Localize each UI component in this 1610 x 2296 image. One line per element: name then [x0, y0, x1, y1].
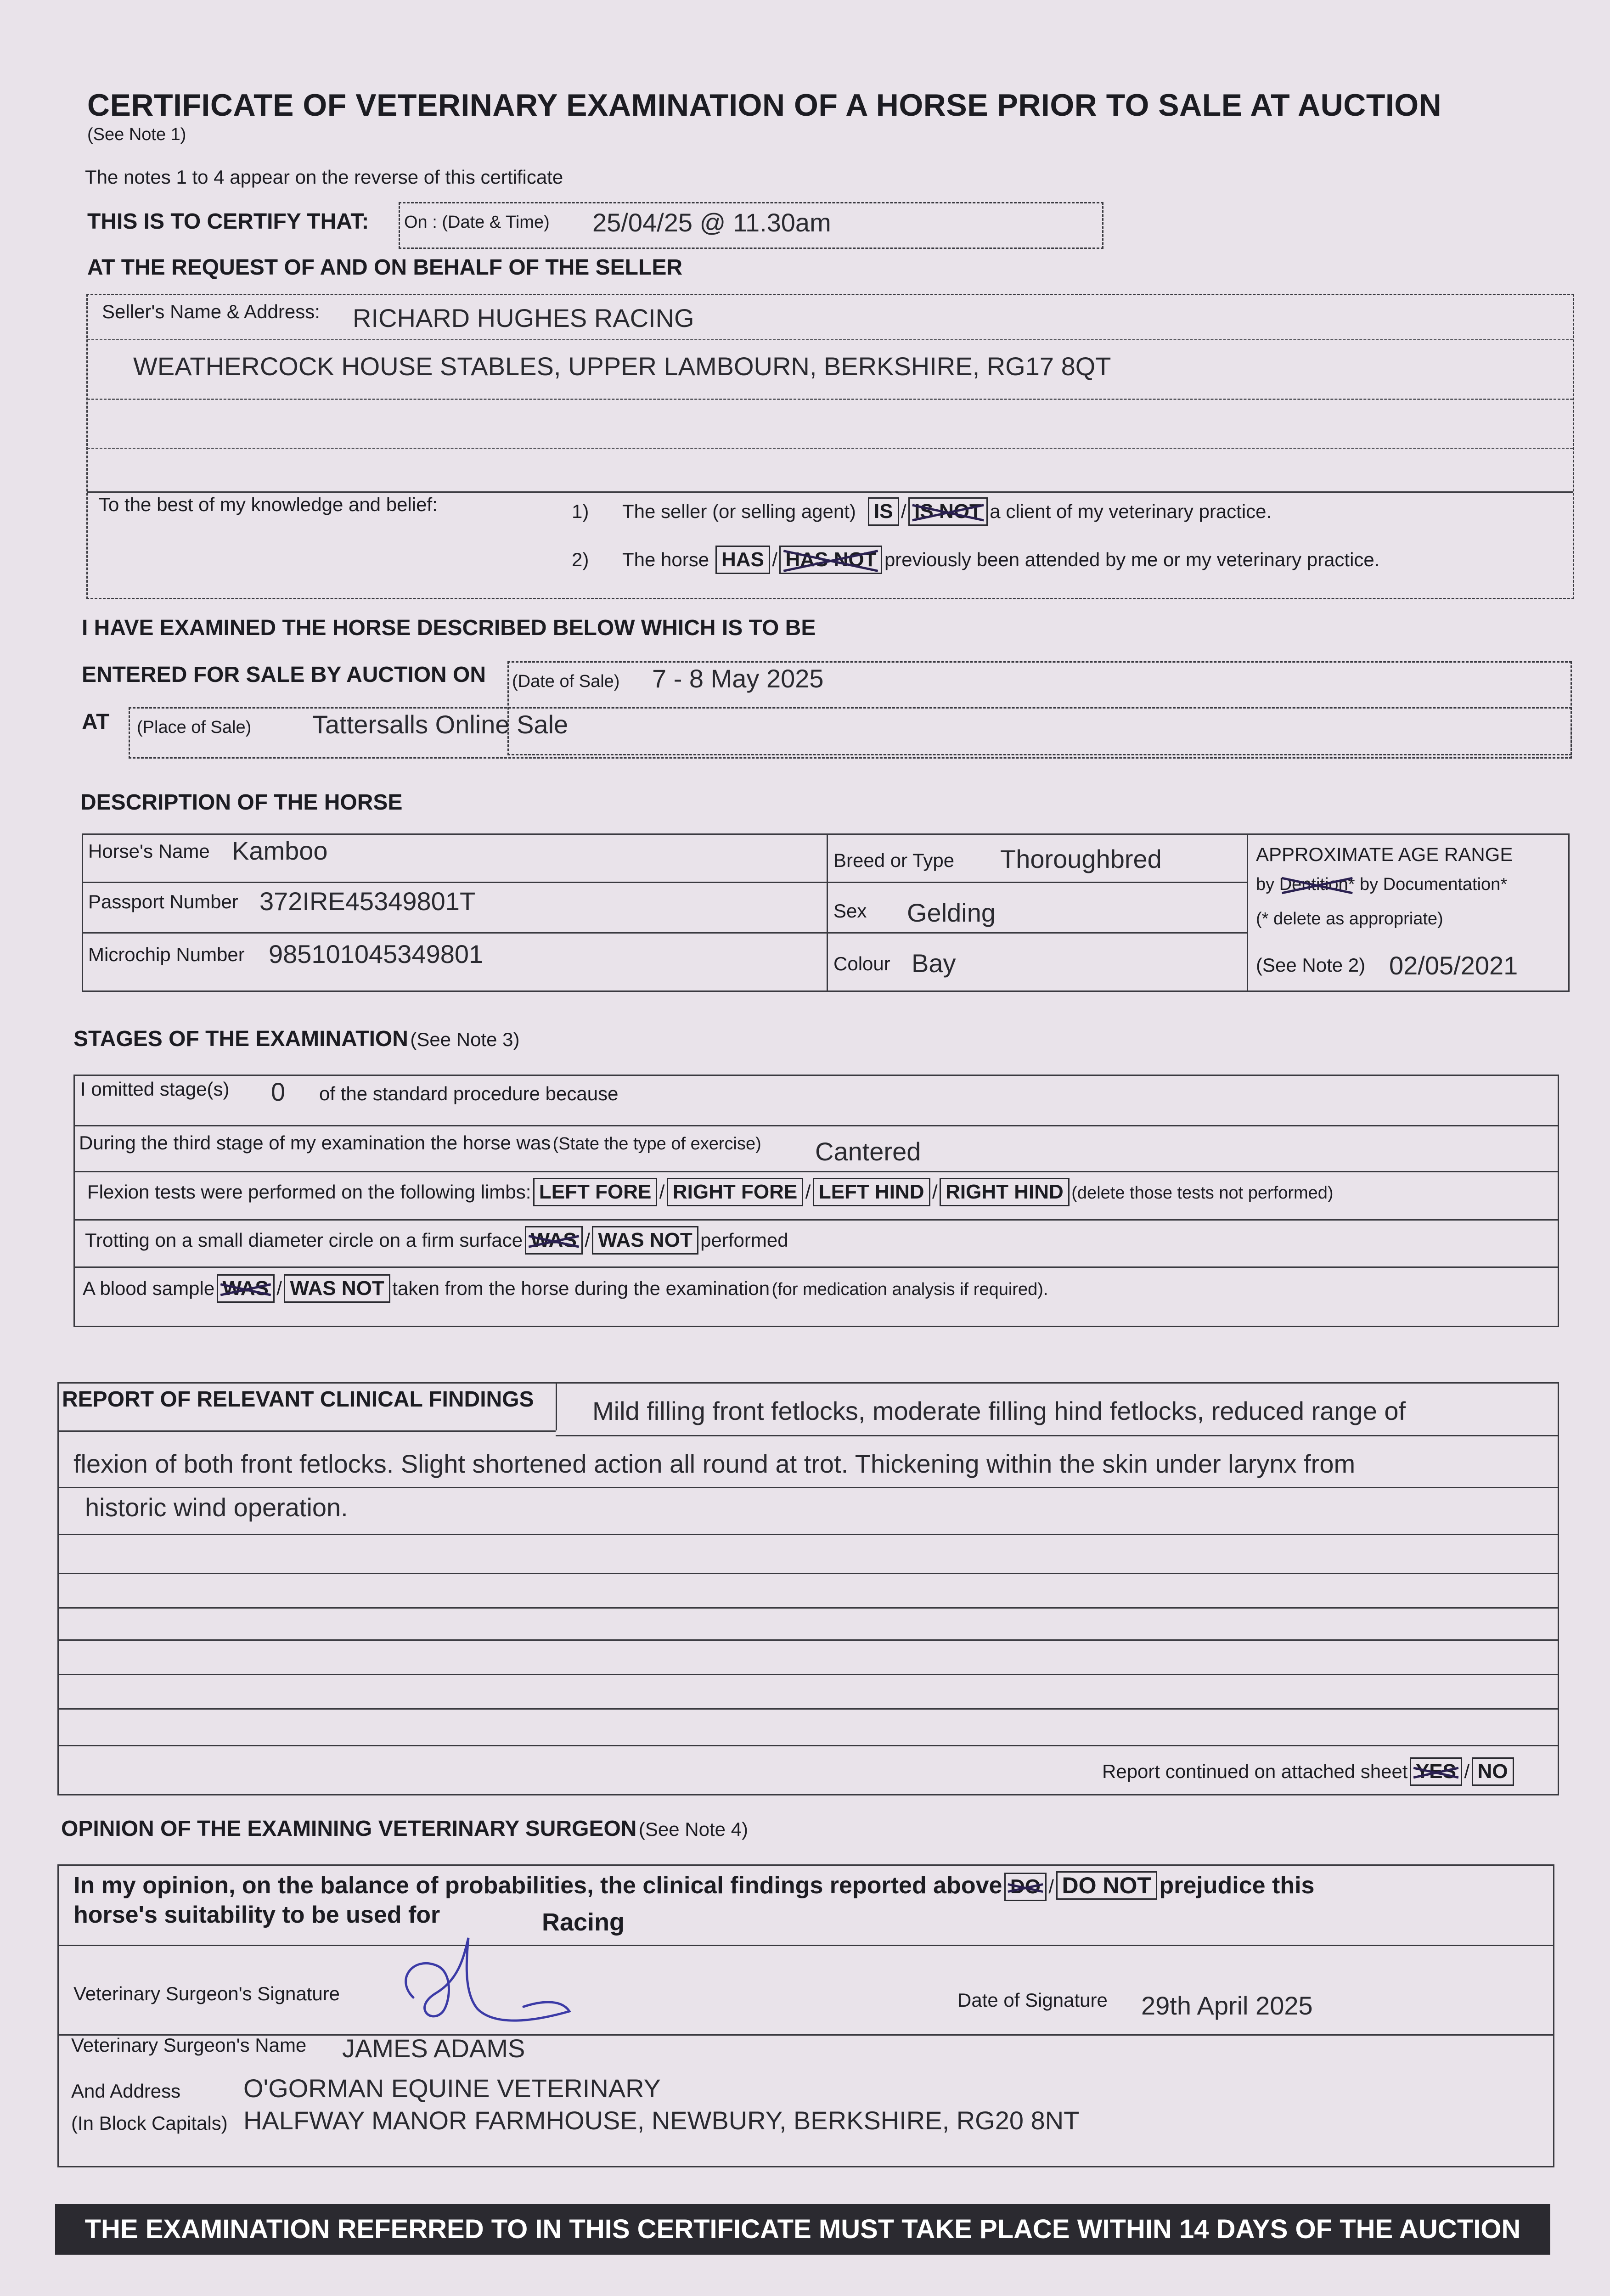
place-of-sale-label: (Place of Sale) — [137, 718, 252, 737]
item2-num: 2) — [572, 549, 589, 570]
blood-note: (for medication analysis if required). — [771, 1280, 1048, 1299]
breed-label: Breed or Type — [833, 850, 955, 871]
blood-was-not-option[interactable]: WAS NOT — [284, 1274, 390, 1303]
item2-pre: The horse — [622, 549, 709, 570]
flexion-note: (delete those tests not performed) — [1071, 1183, 1334, 1203]
trot-post: performed — [700, 1229, 788, 1251]
opinion-do-option[interactable]: DO — [1004, 1873, 1047, 1901]
seller-name-label: Seller's Name & Address: — [102, 301, 320, 322]
knowledge-label: To the best of my knowledge and belief: — [99, 494, 438, 515]
blood-was-option[interactable]: WAS — [217, 1274, 275, 1303]
report-line-2: flexion of both front fetlocks. Slight shortened action all round at trot. Thickening within the skin under larynx from — [73, 1449, 1356, 1478]
at-label: AT — [82, 710, 110, 734]
item2-options: HAS / HAS NOT previously been attended by me or my veterinary practice. — [715, 546, 1379, 574]
opinion-use: Racing — [542, 1908, 625, 1936]
examined-label: I HAVE EXAMINED THE HORSE DESCRIBED BELOW WHICH IS TO BE — [82, 616, 816, 640]
item1-num: 1) — [572, 501, 589, 522]
report-line-3: historic wind operation. — [85, 1493, 348, 1522]
microchip-number: 985101045349801 — [269, 940, 484, 968]
limb-left-hind[interactable]: LEFT HIND — [813, 1178, 930, 1206]
opinion-text-line-2: horse's suitability to be used for — [73, 1902, 440, 1928]
opinion-text-pre: In my opinion, on the balance of probabilities, the clinical findings reported above — [73, 1872, 1002, 1899]
opinion-do-not-option[interactable]: DO NOT — [1056, 1871, 1157, 1900]
report-line-1: Mild filling front fetlocks, moderate filling hind fetlocks, reduced range of — [592, 1396, 1406, 1425]
date-of-signature-value: 29th April 2025 — [1141, 1991, 1313, 2020]
item2-post: previously been attended by me or my veterinary practice. — [884, 549, 1380, 570]
flexion-row: Flexion tests were performed on the following limbs: LEFT FORE / RIGHT FORE / LEFT HIND / RIGHT HIND (delete those tests not performed) — [87, 1178, 1334, 1206]
breed-value: Thoroughbred — [1000, 844, 1162, 873]
third-stage-row — [79, 1132, 761, 1154]
stages-see-note: (See Note 3) — [410, 1029, 520, 1050]
entered-label: ENTERED FOR SALE BY AUCTION ON — [82, 663, 486, 687]
limb-right-hind[interactable]: RIGHT HIND — [940, 1178, 1070, 1206]
opinion-label: OPINION OF THE EXAMINING VETERINARY SURGEON — [61, 1817, 637, 1841]
sex-label: Sex — [833, 900, 867, 922]
item1-pre: The seller (or selling agent) — [622, 501, 856, 522]
surgeon-name-label: Veterinary Surgeon's Name — [71, 2034, 307, 2056]
continued-yes-option[interactable]: YES — [1410, 1757, 1462, 1786]
address-label-2: (In Block Capitals) — [71, 2112, 228, 2134]
flexion-label: Flexion tests were performed on the following limbs: — [87, 1181, 531, 1203]
omitted-pre: I omitted stage(s) — [80, 1078, 230, 1100]
seller-address: WEATHERCOCK HOUSE STABLES, UPPER LAMBOURN, BERKSHIRE, RG17 8QT — [133, 352, 1111, 381]
signature-label: Veterinary Surgeon's Signature — [73, 1983, 340, 2004]
description-label: DESCRIPTION OF THE HORSE — [80, 790, 403, 815]
place-of-sale-value: Tattersalls Online Sale — [312, 710, 569, 739]
surgeon-name: JAMES ADAMS — [342, 2034, 525, 2063]
microchip-label: Microchip Number — [88, 944, 245, 965]
request-label: AT THE REQUEST OF AND ON BEHALF OF THE SELLER — [87, 255, 682, 280]
limb-right-fore[interactable]: RIGHT FORE — [667, 1178, 803, 1206]
is-not-option[interactable]: IS NOT — [908, 497, 988, 526]
notes-line: The notes 1 to 4 appear on the reverse of this certificate — [85, 166, 563, 188]
age-see-note: (See Note 2) — [1256, 954, 1366, 976]
trotting-row: Trotting on a small diameter circle on a firm surface WAS / WAS NOT performed — [85, 1226, 788, 1255]
stages-label: STAGES OF THE EXAMINATION — [73, 1027, 408, 1051]
age-value: 02/05/2021 — [1389, 951, 1518, 980]
trot-was-not-option[interactable]: WAS NOT — [592, 1226, 698, 1255]
footer-banner: THE EXAMINATION REFERRED TO IN THIS CERTIFICATE MUST TAKE PLACE WITHIN 14 DAYS OF THE AUCTION — [55, 2204, 1550, 2255]
trot-was-option[interactable]: WAS — [525, 1226, 583, 1255]
passport-label: Passport Number — [88, 891, 238, 912]
opinion-text-post: prejudice this — [1159, 1872, 1315, 1899]
date-of-signature-label: Date of Signature — [957, 1989, 1108, 2011]
report-box — [57, 1382, 1559, 1795]
limb-left-fore[interactable]: LEFT FORE — [533, 1178, 657, 1206]
blood-pre: A blood sample — [83, 1277, 215, 1299]
signature-mark — [386, 1929, 579, 2034]
blood-row: A blood sample WAS / WAS NOT taken from the horse during the examination (for medication analysis if required). — [83, 1274, 1048, 1303]
trotting-label: Trotting on a small diameter circle on a firm surface — [85, 1229, 523, 1251]
surgeon-address-2: HALFWAY MANOR FARMHOUSE, NEWBURY, BERKSHIRE, RG20 8NT — [243, 2106, 1080, 2135]
colour-label: Colour — [833, 953, 890, 974]
has-not-option[interactable]: HAS NOT — [779, 546, 882, 574]
third-stage-label: During the third stage of my examination the horse was — [79, 1132, 551, 1154]
colour-value: Bay — [912, 949, 956, 978]
age-range-label: APPROXIMATE AGE RANGE — [1256, 844, 1513, 865]
age-delete-note: (* delete as appropriate) — [1256, 909, 1443, 929]
continued-no-option[interactable]: NO — [1472, 1757, 1514, 1786]
third-stage-value: Cantered — [815, 1137, 921, 1166]
item1-post: a client of my veterinary practice. — [990, 501, 1272, 522]
opinion-heading — [61, 1816, 748, 1841]
on-date-label: On : (Date & Time) — [404, 213, 550, 232]
blood-post: taken from the horse during the examination — [392, 1277, 770, 1299]
address-label-1: And Address — [71, 2080, 181, 2102]
horse-name: Kamboo — [232, 836, 328, 865]
report-continued-row: Report continued on attached sheet YES / NO — [1102, 1757, 1514, 1786]
horse-name-label: Horse's Name — [88, 840, 210, 862]
opinion-line-1: In my opinion, on the balance of probabilities, the clinical findings reported above DO / DO NOT prejudice this — [73, 1871, 1314, 1901]
passport-number: 372IRE45349801T — [259, 887, 476, 916]
seller-name: RICHARD HUGHES RACING — [353, 304, 694, 332]
date-of-sale-label: (Date of Sale) — [512, 672, 620, 691]
sex-value: Gelding — [907, 898, 996, 927]
date-of-sale-value: 7 - 8 May 2025 — [652, 664, 824, 693]
age-method: by Dentition* by Documentation* — [1256, 875, 1508, 894]
third-stage-hint: (State the type of exercise) — [552, 1134, 761, 1154]
dentition-option[interactable]: Dentition* — [1279, 875, 1355, 894]
certify-label: THIS IS TO CERTIFY THAT: — [87, 209, 369, 234]
stages-heading — [73, 1026, 519, 1052]
surgeon-address-1: O'GORMAN EQUINE VETERINARY — [243, 2074, 661, 2103]
is-option[interactable]: IS — [868, 497, 899, 526]
omitted-value: 0 — [271, 1077, 286, 1106]
documentation-option[interactable]: by Documentation* — [1360, 875, 1508, 894]
report-label: REPORT OF RELEVANT CLINICAL FINDINGS — [62, 1387, 534, 1412]
on-date-value: 25/04/25 @ 11.30am — [592, 208, 831, 237]
report-continued-label: Report continued on attached sheet — [1102, 1761, 1408, 1782]
omitted-post: of the standard procedure because — [319, 1083, 619, 1104]
item1-options: IS / IS NOT a client of my veterinary practice. — [868, 497, 1272, 526]
has-option[interactable]: HAS — [715, 546, 770, 574]
see-note-1: (See Note 1) — [87, 125, 186, 144]
opinion-see-note: (See Note 4) — [638, 1818, 749, 1840]
certificate-title: CERTIFICATE OF VETERINARY EXAMINATION OF A HORSE PRIOR TO SALE AT AUCTION — [87, 88, 1442, 123]
